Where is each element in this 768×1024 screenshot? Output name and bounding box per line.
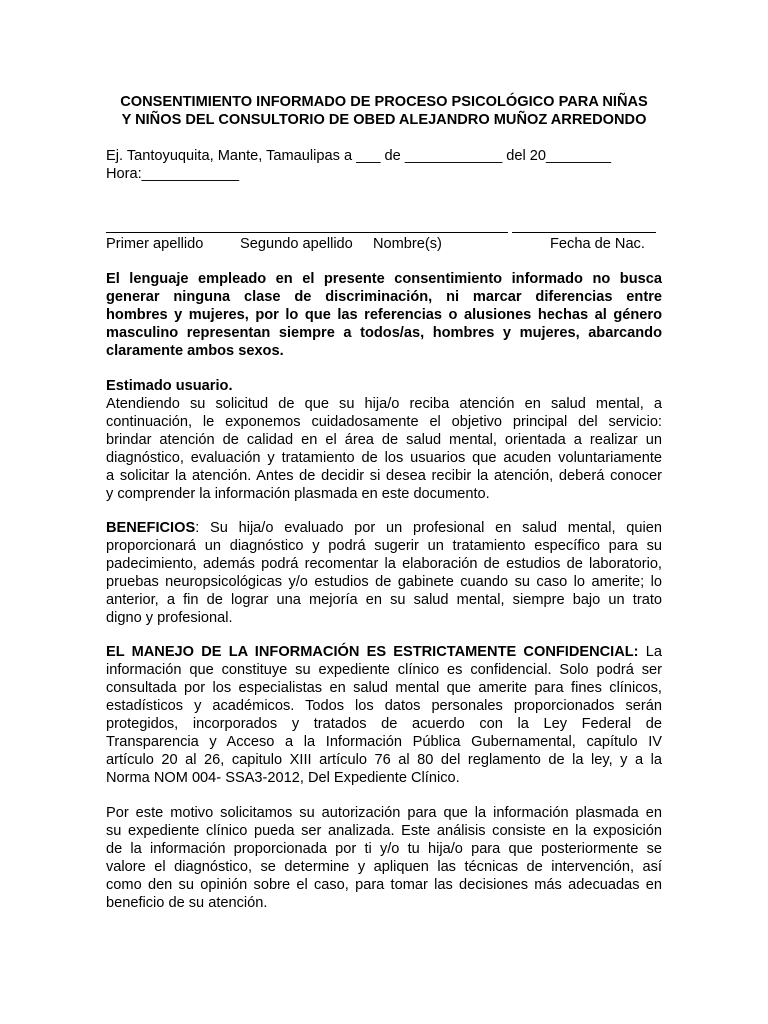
confidentiality-line: protegidos, incorporados y tratados de acuerdo con la Ley Federal de [106,716,662,732]
language-note-line: El lenguaje empleado en el presente consentimiento informado no busca [106,271,662,287]
intro-line: a solicitar la atención. Antes de decidir si desea recibir la atención, deberá conocer [106,468,662,484]
intro-line: y comprender la información plasmada en este documento. [106,486,490,502]
title-line-2: Y NIÑOS DEL CONSULTORIO DE OBED ALEJANDRO MUÑOZ ARREDONDO [121,112,647,128]
confidentiality-heading: EL MANEJO DE LA INFORMACIÓN ES ESTRICTAMENTE CONFIDENCIAL: [106,644,639,660]
birthdate-blank-line [512,232,656,233]
language-note-line: claramente ambos sexos. [106,343,284,359]
authorization-line: de la información proporcionada por ti y/o tu hija/o para que posteriormente se [106,841,662,857]
title-line-1: CONSENTIMIENTO INFORMADO DE PROCESO PSICOLÓGICO PARA NIÑAS [120,94,648,110]
benefits-line: pruebas neuropsicológicas y/o estudios de gabinete cuando su caso lo amerite; lo [106,574,662,590]
field-labels [106,235,666,253]
authorization-line: como den su opinión sobre el caso, para tomar las decisiones más adecuadas en [106,877,662,893]
confidentiality-paragraph [106,643,662,787]
language-note [106,270,662,360]
authorization-line: su expediente clínico pueda ser analizada. Este análisis consiste en la exposición [106,823,662,839]
intro-line: diagnóstico, evaluación y tratamiento de los usuarios que acuden voluntariamente [106,450,662,466]
confidentiality-line: consultada por los especialistas en salud mental que amerite para fines clínicos, [106,680,662,696]
place-date-line: Ej. Tantoyuquita, Mante, Tamaulipas a ___ de ____________ del 20________ [106,148,611,164]
benefits-line: proporcionará un diagnóstico y podrá sugerir un tratamiento específico para su [106,538,662,554]
greeting: Estimado usuario. [106,378,233,394]
benefits-line: anterior, a fin de lograr una mejoría en su salud mental, siempre bajo un trato [106,592,662,608]
authorization-paragraph [106,804,662,912]
language-note-line: hombres y mujeres, por lo que las referencias o alusiones hechas al género [106,307,662,323]
confidentiality-line: Transparencia y Acceso a la Información Pública Gubernamental, capítulo IV [106,734,662,750]
intro-line: continuación, le exponemos cuidadosamente el objetivo principal del servicio: [106,414,662,430]
benefits-heading: BENEFICIOS [106,520,196,536]
name-blank-line [106,232,508,233]
benefits-line: padecimiento, además podrá recomentar la elaboración de estudios de laboratorio, [106,556,662,572]
benefits-first-line [106,519,662,537]
confidentiality-line: artículo 20 al 26, capitulo XIII artículo 76 al 80 del reglamento de la ley, y a la [106,752,662,768]
benefits-paragraph [106,519,662,627]
language-note-line: masculino representan siempre a todos/as, hombres y mujeres, abarcando [106,325,662,341]
birth-date-label: Fecha de Nac. [550,236,645,252]
benefits-line: digno y profesional. [106,610,233,626]
confidentiality-first-line [106,643,662,661]
signature-lines [106,222,656,236]
confidentiality-line: Norma NOM 004- SSA3-2012, Del Expediente Clínico. [106,770,460,786]
confidentiality-line: estadísticos y académicos. Todos los datos personales proporcionados serán [106,698,662,714]
hour-line: Hora:____________ [106,166,240,182]
document-title [100,93,668,129]
first-surname-label: Primer apellido [106,236,204,252]
names-label: Nombre(s) [373,236,442,252]
authorization-line: Por este motivo solicitamos su autorización para que la información plasmada en [106,805,662,821]
authorization-line: beneficio de su atención. [106,895,268,911]
intro-line: Atendiendo su solicitud de que su hija/o reciba atención en salud mental, a [106,396,662,412]
second-surname-label: Segundo apellido [240,236,353,252]
confidentiality-first-line-text: La [638,644,662,660]
authorization-line: valore el diagnóstico, se determine y apliquen las técnicas de intervención, así [106,859,662,875]
confidentiality-line: información que constituye su expediente clínico es confidencial. Solo podrá ser [106,662,662,678]
intro-paragraph [106,395,662,503]
language-note-line: generar ninguna clase de discriminación, ni marcar diferencias entre [106,289,662,305]
benefits-first-line-text: : Su hija/o evaluado por un profesional en salud mental, quien [195,520,662,536]
intro-line: brindar atención de calidad en el área de salud mental, orientada a realizar un [106,432,662,448]
